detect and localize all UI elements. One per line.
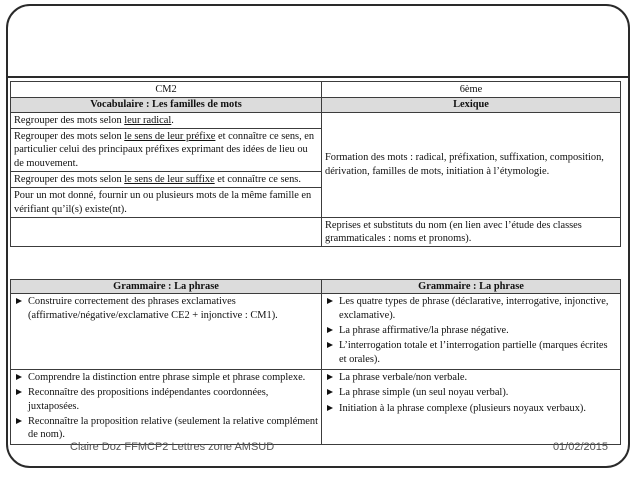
vocabulary-table bbox=[10, 81, 621, 247]
bullet-item: Les quatre types de phrase (déclarative, interrogative, injonctive, exclamative). bbox=[325, 295, 617, 322]
bullet-item: La phrase simple (un seul noyau verbal). bbox=[325, 386, 617, 399]
sixieme-phrase-complexe-cell bbox=[322, 369, 621, 445]
sixieme-phrase-types-cell bbox=[322, 294, 621, 370]
slide-title-area bbox=[8, 6, 628, 76]
grammar-table bbox=[10, 279, 621, 445]
cm2-header: CM2 bbox=[11, 82, 322, 98]
bullet-item: L’interrogation totale et l’interrogation partielle (marques écrites et orales). bbox=[325, 339, 617, 366]
lexique-subheader: Lexique bbox=[322, 98, 621, 112]
bullet-item: Construire correctement des phrases exclamatives (affirmative/négative/exclamative CE2 + injonctive : CM1). bbox=[14, 295, 318, 322]
bullet-item: La phrase affirmative/la phrase négative. bbox=[325, 324, 617, 337]
cm2-empty-cell bbox=[11, 217, 322, 247]
footer-date: 01/02/2015 bbox=[552, 441, 608, 453]
cm2-grammar-header: Grammaire : La phrase bbox=[11, 280, 322, 294]
vocabulary-subheader: Vocabulaire : Les familles de mots bbox=[11, 98, 322, 112]
cm2-phrase-types-cell bbox=[11, 294, 322, 370]
bullet-item: Reconnaître la proposition relative (seulement la relative complément de nom). bbox=[14, 415, 318, 442]
bullet-item: La phrase verbale/non verbale. bbox=[325, 371, 617, 384]
bullet-item: Comprendre la distinction entre phrase simple et phrase complexe. bbox=[14, 371, 318, 384]
reprises-cell: Reprises et substituts du nom (en lien avec l’étude des classes grammaticales : noms et pronoms). bbox=[322, 217, 621, 247]
bullet-item: Initiation à la phrase complexe (plusieurs noyaux verbaux). bbox=[325, 402, 617, 415]
sixieme-grammar-header: Grammaire : La phrase bbox=[322, 280, 621, 294]
sixieme-header: 6ème bbox=[322, 82, 621, 98]
cm2-phrase-complexe-cell bbox=[11, 369, 322, 445]
cm2-word-family-cell: Pour un mot donné, fournir un ou plusieurs mots de la même famille en vérifiant qu’il(s) existe(nt). bbox=[11, 188, 322, 218]
bullet-item: Reconnaître des propositions indépendantes coordonnées, juxtaposées. bbox=[14, 386, 318, 413]
cm2-suffix-cell: Regrouper des mots selon le sens de leur suffixe et connaître ce sens. bbox=[11, 171, 322, 187]
cm2-prefix-cell: Regrouper des mots selon le sens de leur préfixe et connaître ce sens, en particulier celui des principaux préfixes exprimant des idées de lieu ou de mouvement. bbox=[11, 128, 322, 171]
lexique-cell: Formation des mots : radical, préfixation, suffixation, composition, dérivation, familles de mots, initiation à l’étymologie. bbox=[322, 112, 621, 217]
title-divider bbox=[8, 76, 628, 78]
footer-author: Claire Doz FFMCP2 Lettres zone AMSUD bbox=[70, 441, 275, 453]
cm2-radical-cell: Regrouper des mots selon leur radical. bbox=[11, 112, 322, 128]
slide-frame bbox=[6, 4, 630, 468]
